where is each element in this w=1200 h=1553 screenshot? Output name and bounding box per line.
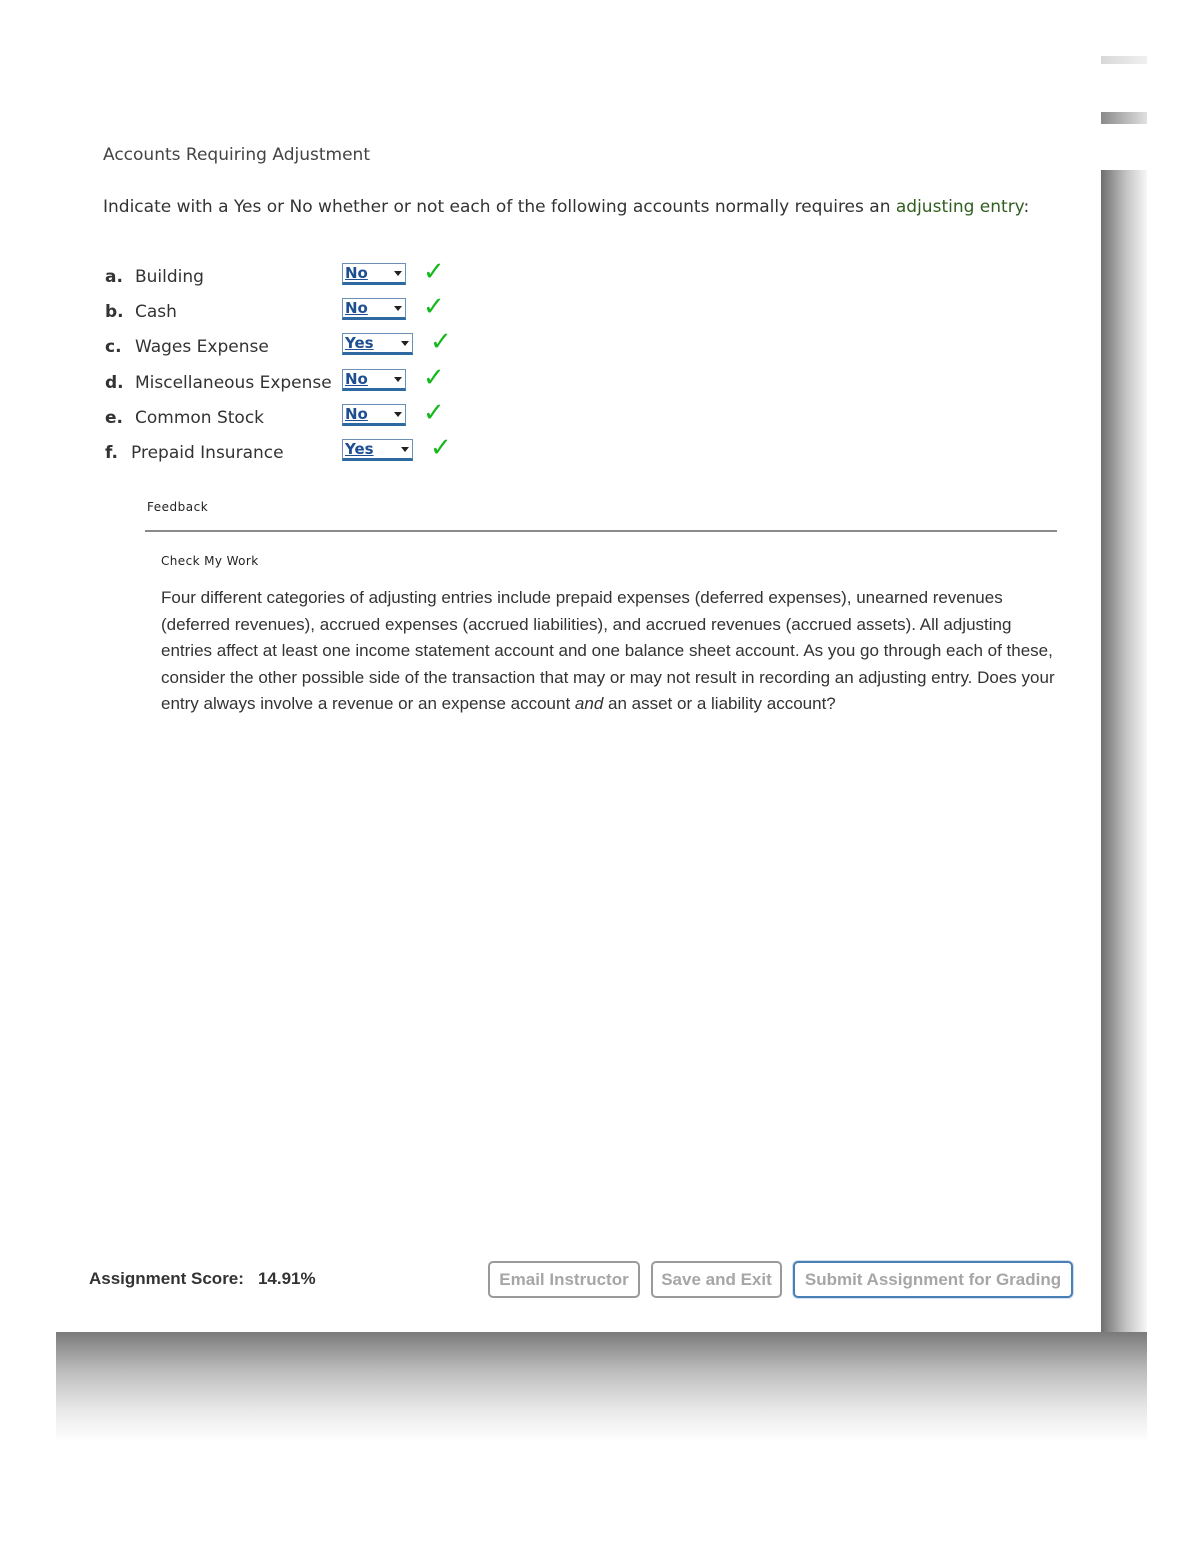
- dropdown-arrow-icon: [394, 306, 402, 311]
- checkmark-icon: ✓: [423, 257, 445, 287]
- glossary-term-link[interactable]: adjusting entry: [895, 197, 1024, 217]
- feedback-text-part: Four different categories of adjusting entries include prepaid expenses (deferred expenses), unearned revenues (deferred revenues), accrued expenses (accrued liabilities), and accrued revenues (accrued assets). All adjusting entries affect at least one income statement account and one balance sheet account. As you go through each of these, consider the other possible side of the transaction that may or may not result in recording an adjusting entry. Does your entry always involve a revenue or an expense account: [161, 588, 1055, 713]
- instructions-suffix: :: [1023, 197, 1030, 217]
- save-and-exit-button[interactable]: Save and Exit: [651, 1261, 782, 1298]
- page-shadow-bottom: [56, 1332, 1147, 1442]
- dropdown-arrow-icon: [394, 377, 402, 382]
- submit-assignment-button[interactable]: Submit Assignment for Grading: [793, 1261, 1073, 1298]
- instructions-text: Indicate with a Yes or No whether or not each of the following accounts normally requires an: [103, 197, 896, 217]
- assignment-score: [89, 1269, 316, 1289]
- answer-value: No: [345, 264, 368, 282]
- answer-value: No: [345, 299, 368, 317]
- row-letter: c.: [105, 337, 122, 357]
- feedback-text-emphasis: and: [574, 694, 604, 713]
- feedback-divider: [145, 530, 1057, 532]
- answer-select[interactable]: [342, 263, 406, 285]
- dropdown-arrow-icon: [401, 341, 409, 346]
- page-shadow-right: [1101, 170, 1147, 1335]
- answer-value: No: [345, 405, 368, 423]
- answer-select[interactable]: [342, 298, 406, 320]
- score-value: 14.91%: [257, 1269, 316, 1288]
- question-title: Accounts Requiring Adjustment: [103, 145, 370, 165]
- checkmark-icon: ✓: [423, 363, 445, 393]
- feedback-text: [161, 585, 1061, 718]
- checkmark-icon: ✓: [430, 433, 452, 463]
- checkmark-icon: ✓: [423, 398, 445, 428]
- instructions: [103, 192, 1043, 222]
- row-letter: e.: [105, 408, 123, 428]
- answer-select[interactable]: [342, 404, 406, 426]
- account-row: [105, 398, 505, 434]
- answer-select[interactable]: [342, 369, 406, 391]
- dropdown-arrow-icon: [401, 447, 409, 452]
- answer-value: No: [345, 370, 368, 388]
- answer-value: Yes: [345, 440, 374, 458]
- account-name: Cash: [135, 302, 177, 322]
- row-letter: b.: [105, 302, 124, 322]
- checkmark-icon: ✓: [430, 327, 452, 357]
- row-letter: a.: [105, 267, 123, 287]
- feedback-text-part: an asset or a liability account?: [603, 694, 836, 713]
- account-row: [105, 257, 505, 293]
- account-name: Wages Expense: [135, 337, 269, 357]
- row-letter: d.: [105, 373, 124, 393]
- answer-value: Yes: [345, 334, 374, 352]
- feedback-heading: Feedback: [147, 500, 209, 514]
- account-row: [105, 363, 505, 399]
- account-row: [105, 327, 505, 363]
- email-instructor-button[interactable]: Email Instructor: [488, 1261, 640, 1298]
- score-label: Assignment Score:: [89, 1269, 244, 1288]
- account-row: [105, 292, 505, 328]
- answer-select[interactable]: [342, 333, 413, 355]
- dropdown-arrow-icon: [394, 271, 402, 276]
- account-name: Prepaid Insurance: [131, 443, 284, 463]
- account-name: Building: [135, 267, 204, 287]
- row-letter: f.: [105, 443, 118, 463]
- page-shadow-top: [1101, 56, 1147, 64]
- checkmark-icon: ✓: [423, 292, 445, 322]
- check-my-work-heading: Check My Work: [161, 554, 259, 568]
- account-name: Miscellaneous Expense: [135, 373, 332, 393]
- dropdown-arrow-icon: [394, 412, 402, 417]
- answer-select[interactable]: [342, 439, 413, 461]
- account-name: Common Stock: [135, 408, 265, 428]
- account-row: [105, 433, 505, 469]
- page-shadow-top: [1101, 112, 1147, 124]
